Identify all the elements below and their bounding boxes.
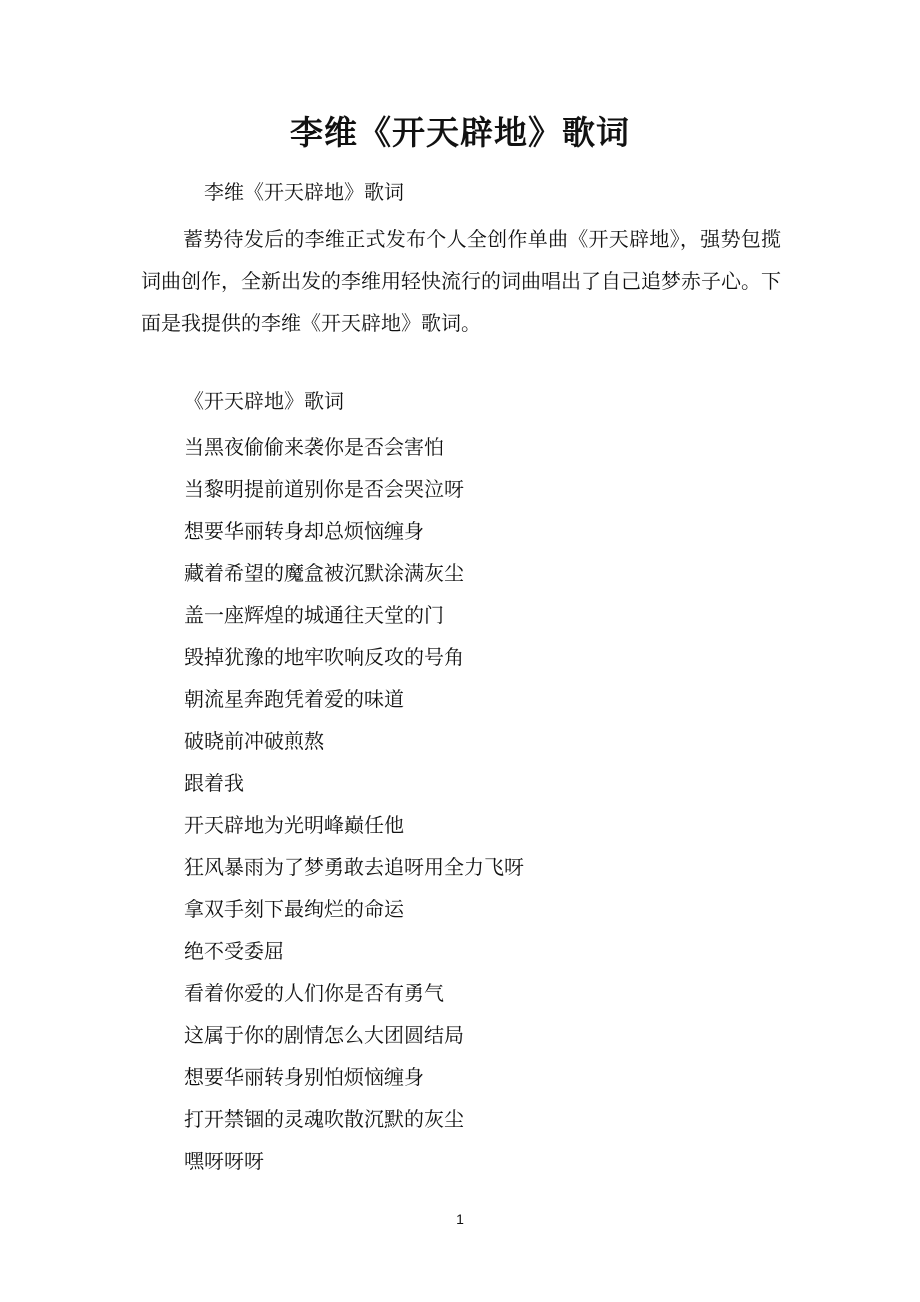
lyric-line: 嘿呀呀呀 bbox=[184, 1149, 264, 1173]
lyric-line: 朝流星奔跑凭着爱的味道 bbox=[184, 687, 404, 711]
lyric-line: 藏着希望的魔盒被沉默涂满灰尘 bbox=[184, 561, 464, 585]
lyric-line: 看着你爱的人们你是否有勇气 bbox=[184, 981, 444, 1005]
document-subtitle: 李维《开天辟地》歌词 bbox=[204, 180, 404, 204]
document-title: 李维《开天辟地》歌词 bbox=[290, 113, 630, 152]
lyrics-list bbox=[184, 426, 524, 1182]
lyric-line: 想要华丽转身别怕烦恼缠身 bbox=[184, 1065, 424, 1089]
lyric-line: 盖一座辉煌的城通往天堂的门 bbox=[184, 603, 444, 627]
lyric-line: 毁掉犹豫的地牢吹响反攻的号角 bbox=[184, 645, 464, 669]
lyric-line: 破晓前冲破煎熬 bbox=[184, 729, 324, 753]
lyric-line: 开天辟地为光明峰巅任他 bbox=[184, 813, 404, 837]
lyric-line: 想要华丽转身却总烦恼缠身 bbox=[184, 519, 424, 543]
lyric-line: 拿双手刻下最绚烂的命运 bbox=[184, 897, 404, 921]
lyric-line: 这属于你的剧情怎么大团圆结局 bbox=[184, 1023, 464, 1047]
lyric-line: 跟着我 bbox=[184, 771, 244, 795]
intro-paragraph: 蓄势待发后的李维正式发布个人全创作单曲《开天辟地》，强势包揽词曲创作，全新出发的李维用轻快流行的词曲唱出了自己追梦赤子心。下面是我提供的李维《开天辟地》歌词。 bbox=[141, 227, 781, 335]
lyric-line: 打开禁锢的灵魂吹散沉默的灰尘 bbox=[184, 1107, 464, 1131]
lyric-line: 当黑夜偷偷来袭你是否会害怕 bbox=[184, 435, 444, 459]
lyric-line: 狂风暴雨为了梦勇敢去追呀用全力飞呀 bbox=[184, 855, 524, 879]
lyric-line: 绝不受委屈 bbox=[184, 939, 284, 963]
page-number: 1 bbox=[456, 1211, 464, 1227]
lyrics-heading: 《开天辟地》歌词 bbox=[184, 389, 344, 413]
lyric-line: 当黎明提前道别你是否会哭泣呀 bbox=[184, 477, 464, 501]
